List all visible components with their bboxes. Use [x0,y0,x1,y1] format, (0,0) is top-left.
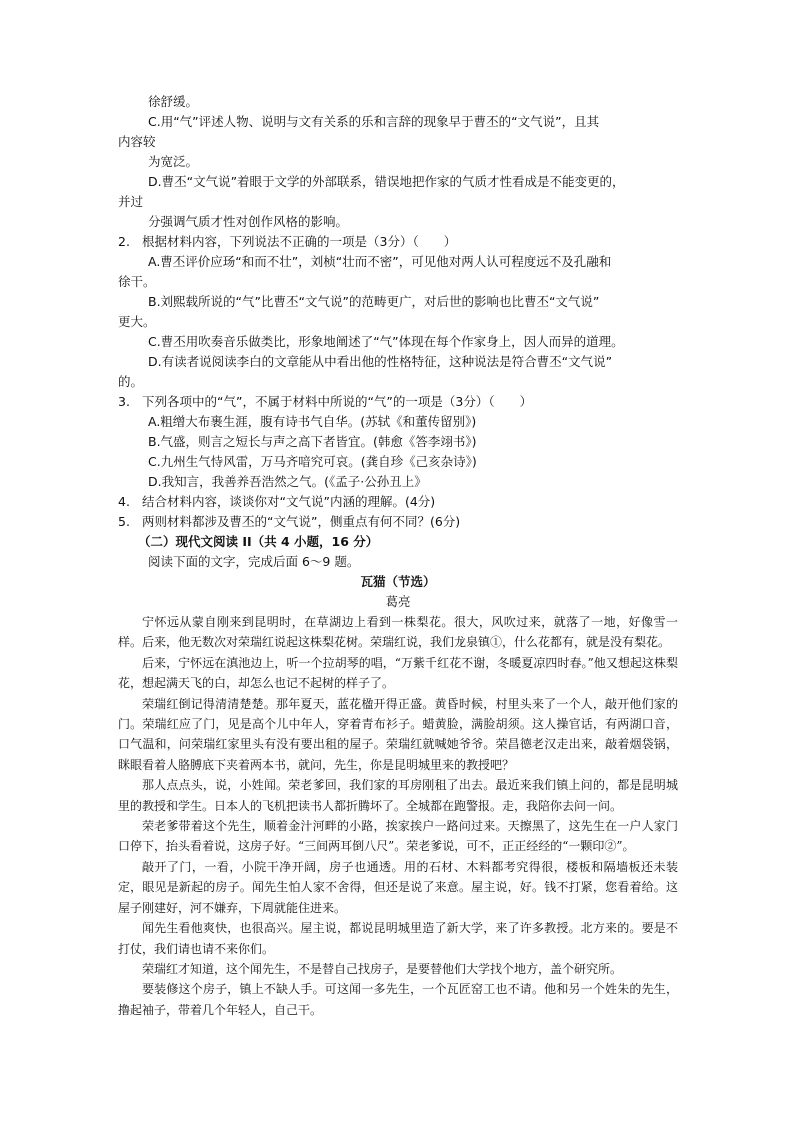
story-author: 葛亮 [385,594,411,609]
text-line: 分强调气质才性对创作风格的影响。 [148,214,349,229]
story-paragraph: 荣老爹带着这个先生，顺着金汁河畔的小路，挨家挨户一路问过来。天擦黑了，这先生在一户人家门口停下，抬头看着说，这房子好。“三间两耳倒八尺”。荣老爹说，可不，正正经经的“一颗印②”。 [118,819,678,854]
option-d-cont: 的。 [118,374,144,389]
question-number: 4. [118,494,130,509]
question-4 [118,492,678,512]
story-paragraph: 荣瑞红倒记得清清楚楚。那年夏天，蓝花楹开得正盛。黄昏时候，村里头来了一个人，敲开他们家的门。荣瑞红应了门，见是高个儿中年人，穿着青布衫子。蜡黄脸，满脸胡须。这人操官话，有两湖口音，口气温和，问荣瑞红家里头有没有要出租的屋子。荣瑞红就喊她爷爷。荣昌德老汉走出来，敲着烟袋锅，眯眼看着人胳膊底下夹着两本书，就问，先生，你是昆明城里来的教授吧？ [118,696,678,772]
text-line: 徐舒缓。 [148,94,199,109]
story-paragraph: 荣瑞红才知道，这个闻先生，不是替自己找房子，是要替他们大学找个地方，盖个研究所。 [142,961,623,976]
question-5 [118,512,678,532]
question-number: 2. [118,234,130,249]
story-paragraph: 那人点点头，说，小姓闻。荣老爹回，我们家的耳房刚租了出去。最近来我们镇上问的，都是昆明城里的教授和学生。日本人的飞机把读书人都折腾坏了。全城都在跑警报。走，我陪你去问一问。 [118,778,678,813]
story-title: 瓦猫（节选） [360,574,436,589]
text-line: 为宽泛。 [148,154,199,169]
option-a: A.曹丕评价应玚“和而不壮”，刘桢“壮而不密”，可见他对两人认可程度远不及孔融和 [148,254,612,269]
question-stem: 根据材料内容，下列说法不正确的一项是（3分）（ ） [142,234,457,249]
question-text: 结合材料内容，谈谈你对“文气说”内涵的理解。(4分) [142,494,436,509]
option-c: C.九州生气恃风雷，万马齐喑究可哀。(龚自珍《己亥杂诗》) [148,454,477,469]
question-text: 两则材料都涉及曹丕的“文气说”，侧重点有何不同？(6分) [142,514,461,529]
page-content [118,92,678,1020]
option-b: B.刘熙载所说的“气”比曹丕“文气说”的范畴更广，对后世的影响也比曹丕“文气说” [148,294,600,309]
option-b-cont: 更大。 [118,314,156,329]
text-line: 内容较 [118,134,156,149]
option-a: A.粗缯大布裹生涯，腹有诗书气自华。(苏轼《和董传留别》) [148,414,477,429]
story-body [118,612,678,1020]
option-d: D.有读者说阅读李白的文章能从中看出他的性格特征，这种说法是符合曹丕“文气说” [148,354,613,369]
text-line: 并过 [118,194,144,209]
story-paragraph: 后来，宁怀远在滇池边上，听一个拉胡琴的唱，“万紫千红花不谢，冬暖夏凉四时春。”他又想起这株梨花，想起满天飞的白，却怎么也记不起树的样子了。 [118,655,678,691]
question-stem: 下列各项中的“气”，不属于材料中所说的“气”的一项是（3分）（ ） [142,394,533,409]
question-number: 5. [118,514,130,529]
option-a-cont: 徐干。 [118,274,156,289]
option-c: C.曹丕用吹奏音乐做类比，形象地阐述了“气”体现在每个作家身上，因人而异的道理。 [148,334,624,349]
story-paragraph: 敲开了门，一看，小院干净开阔，房子也通透。用的石材、木料都考究得很，楼板和隔墙板还未装定，眼见是新起的房子。闻先生怕人家不舍得，但还是说了来意。屋主说，好。钱不打紧，您看着给。这屋子刚建好，河不嫌弃，下周就能住进来。 [118,859,678,915]
question-3 [118,392,678,412]
option-d: D.我知言，我善养吾浩然之气。(《孟子·公孙丑上》 [148,474,427,489]
question-2 [118,232,678,252]
story-paragraph: 宁怀远从蒙自刚来到昆明时，在草湖边上看到一株梨花。很大，风吹过来，就落了一地，好像雪一样。后来，他无数次对荣瑞红说起这株梨花树。荣瑞红说，我们龙泉镇①，什么花都有，就是没有梨花。 [118,615,678,650]
option-c-line: C.用“气”评述人物、说明与文有关系的乐和言辞的现象早于曹丕的“文气说”，且其 [148,114,600,129]
option-d-line: D.曹丕“文气说”着眼于文学的外部联系，错误地把作家的气质才性看成是不能变更的， [148,174,625,189]
section-heading: （二）现代文阅读 II（共 4 小题，16 分） [138,534,379,549]
story-paragraph: 闻先生看他爽快，也很高兴。屋主说，都说昆明城里造了新大学，来了许多教授。北方来的。要是不打仗，我们请也请不来你们。 [118,921,678,956]
story-paragraph: 要装修这个房子，镇上不缺人手。可这闻一多先生，一个瓦匠窑工也不请。他和另一个姓朱的先生，撸起袖子，带着几个年轻人，自己干。 [118,982,678,1017]
option-b: B.气盛，则言之短长与声之高下者皆宜。(韩愈《答李翊书》) [148,434,477,449]
reading-instruction: 阅读下面的文字，完成后面 6～9 题。 [148,554,360,569]
question-number: 3. [118,394,130,409]
